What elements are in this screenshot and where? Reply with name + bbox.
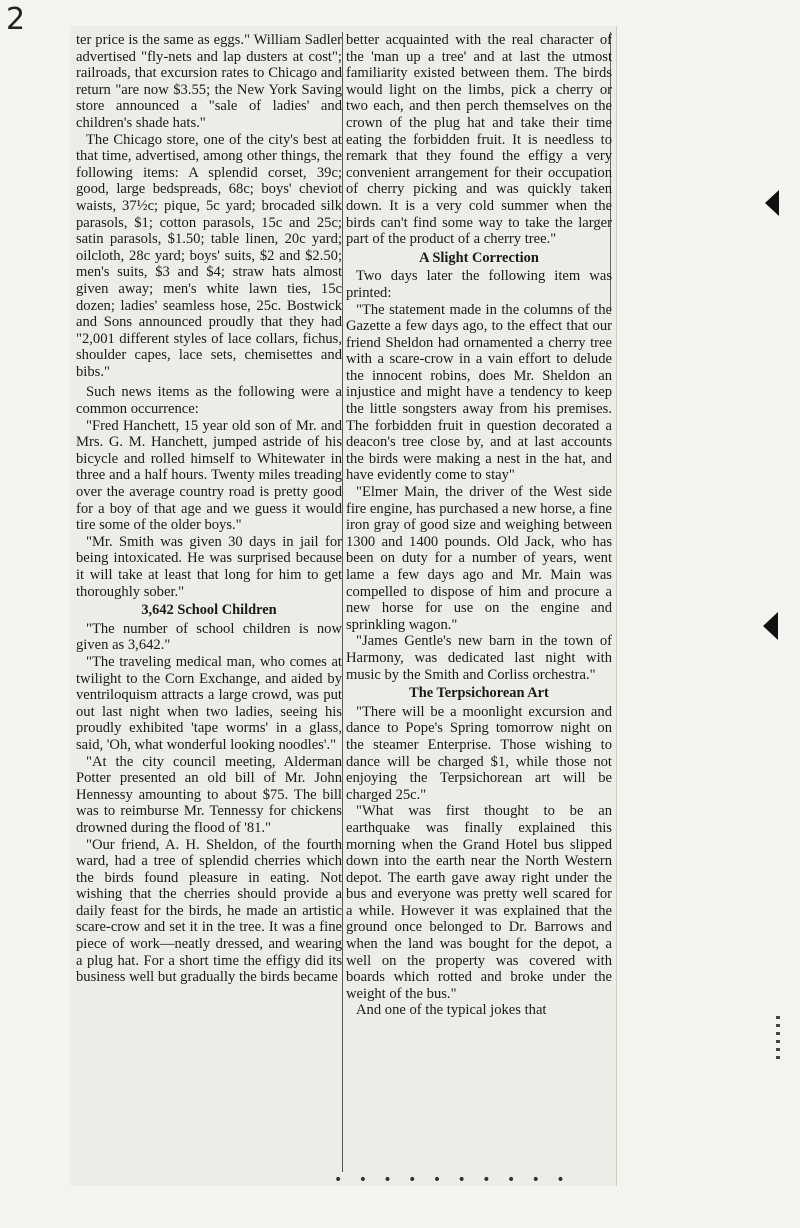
paragraph: And one of the typical jokes that — [356, 1002, 547, 1019]
section-heading: A Slight Correction — [419, 249, 539, 266]
paragraph: "Elmer Main, the driver of the West side fire engine, has purchased a new horse, a fine iron gray of good size and weighing between 1300 and 1400 pounds. Old Jack, who has been on duty for a number of years, went lame a few days ago and Mr. Main was compelled to dispose of him and procure a new horse for use on the engine and sprinkling wagon." — [346, 484, 612, 633]
binder-tab-mark — [763, 612, 778, 640]
paragraph: "What was first thought to be an earthquake was finally explained this morning when the Grand Hotel bus slipped down into the earth near the North Western depot. The earth gave away right under the bus and everyone was pretty well scared for a while. However it was explained that the ground once belonged to Dr. Barrows and when the land was bought for the depot, a well on the property was covered with boards which rotted and broke under the weight of the bus." — [346, 803, 612, 1002]
paragraph: "Mr. Smith was given 30 days in jail for being intoxicated. He was surprised because it will take at least that long for him to get thoroughly sober." — [76, 533, 342, 600]
paragraph: "The traveling medical man, who comes at twilight to the Corn Exchange, and aided by ventriloquism attracts a large crowd, was put out last night when two ladies, seeing his proudly exhibited 'tape worms' in a glass, said, 'Oh, what wonderful looking noodles'." — [76, 653, 342, 753]
paragraph: "Fred Hanchett, 15 year old son of Mr. and Mrs. G. M. Hanchett, jumped astride of his bicycle and rolled himself to Whitewater in three and a half hours. Twenty miles treading over the average country road is pretty good for a boy of that age and we guess it would tire some of the older boys." — [76, 417, 342, 534]
paragraph: "Our friend, A. H. Sheldon, of the fourth ward, had a tree of splendid cherries which the birds found pleasure in eating. Not wishing that the cherries should provide a daily feast for the birds, he made an artistic scare-crow and set it in the tree. It was a fine piece of work—neatly dressed, and wearing a plug hat. For a short time the effigy did its business well but gradually the birds became — [76, 836, 342, 986]
binder-tab-mark — [765, 190, 779, 216]
paragraph: "At the city council meeting, Alderman Potter presented an old bill of Mr. John Hennessy amounting to about $75. The bill was to reimburse Mr. Tennessy for chickens drowned during the flood of '81." — [76, 753, 342, 836]
paragraph: ter price is the same as eggs." William Sadler advertised "fly-nets and lap dusters at cost"; railroads, that excursion rates to Chicago and return "are now $3.55; the New York Saving store announced a "sale of ladies' and children's shade hats." — [76, 32, 342, 131]
edge-speckle-mark — [776, 1016, 780, 1060]
paragraph: The Chicago store, one of the city's best at that time, advertised, among other things, the following items: A splendid corset, 39c; good, large bedspreads, 68c; boys' cheviot waists, 37½c; pique, 5c yard; brocaded silk parasols, $1; cotton parasols, 15c and 25c; satin parasols, $1.50; table linen, 20c yard; oilcloth, 28c yard; boys' suits, $2 and $2.50; men's suits, $3 and $4; straw hats almost given away; men's white lawn ties, 15c dozen; ladies' seamless hose, 25c. Bostwick and Sons announced proudly that they had "2,001 different styles of lace collars, fichus, shoulder capes, lace sets, chemisettes and bibs." — [76, 131, 342, 380]
column-rule — [342, 32, 343, 1172]
section-heading: The Terpsichorean Art — [409, 685, 549, 702]
perforation-dots: • • • • • • • • • • — [334, 1172, 571, 1188]
newspaper-clipping — [70, 26, 617, 1186]
paragraph: better acquainted with the real character of the 'man up a tree' and at last the utmost familiarity existed between them. The birds would light on the limbs, pick a cherry or two each, and then perch themselves on the crown of the plug hat and take their time eating the forbidden fruit. It is needless to remark that they found the effigy a very convenient arrangement for their occupation of cherry picking and was quickly taken down. It is a very cold summer when the birds can't find some way to take the larger part of the product of a cherry tree." — [346, 32, 612, 248]
left-column — [76, 32, 342, 1172]
paragraph: "The number of school children is now given as 3,642." — [76, 620, 342, 654]
paragraph: "The statement made in the columns of the Gazette a few days ago, to the effect that our friend Sheldon had ornamented a cherry tree with a scare-crow in a vain effort to delude the innocent robins, does Mr. Sheldon an injustice and might have a tendency to keep the little songsters away from his premises. The forbidden fruit in question decorated a deacon's tree close by, and at last accounts the birds were making a nest in the hat, and have evidently come to stay" — [346, 301, 612, 484]
paragraph: "James Gentle's new barn in the town of Harmony, was dedicated last night with music by the Smith and Corliss orchestra." — [346, 633, 612, 683]
paragraph: "There will be a moonlight excursion and dance to Pope's Spring tomorrow night on the steamer Enterprise. Those wishing to dance will be charged $1, while those not enjoying the Terpsichorean art will be charged 25c." — [346, 703, 612, 803]
right-column — [346, 32, 612, 1172]
paragraph: Two days later the following item was printed: — [346, 268, 612, 301]
page-number: 2 — [6, 2, 26, 37]
paragraph: Such news items as the following were a common occurrence: — [76, 384, 342, 418]
section-heading: 3,642 School Children — [141, 602, 277, 619]
